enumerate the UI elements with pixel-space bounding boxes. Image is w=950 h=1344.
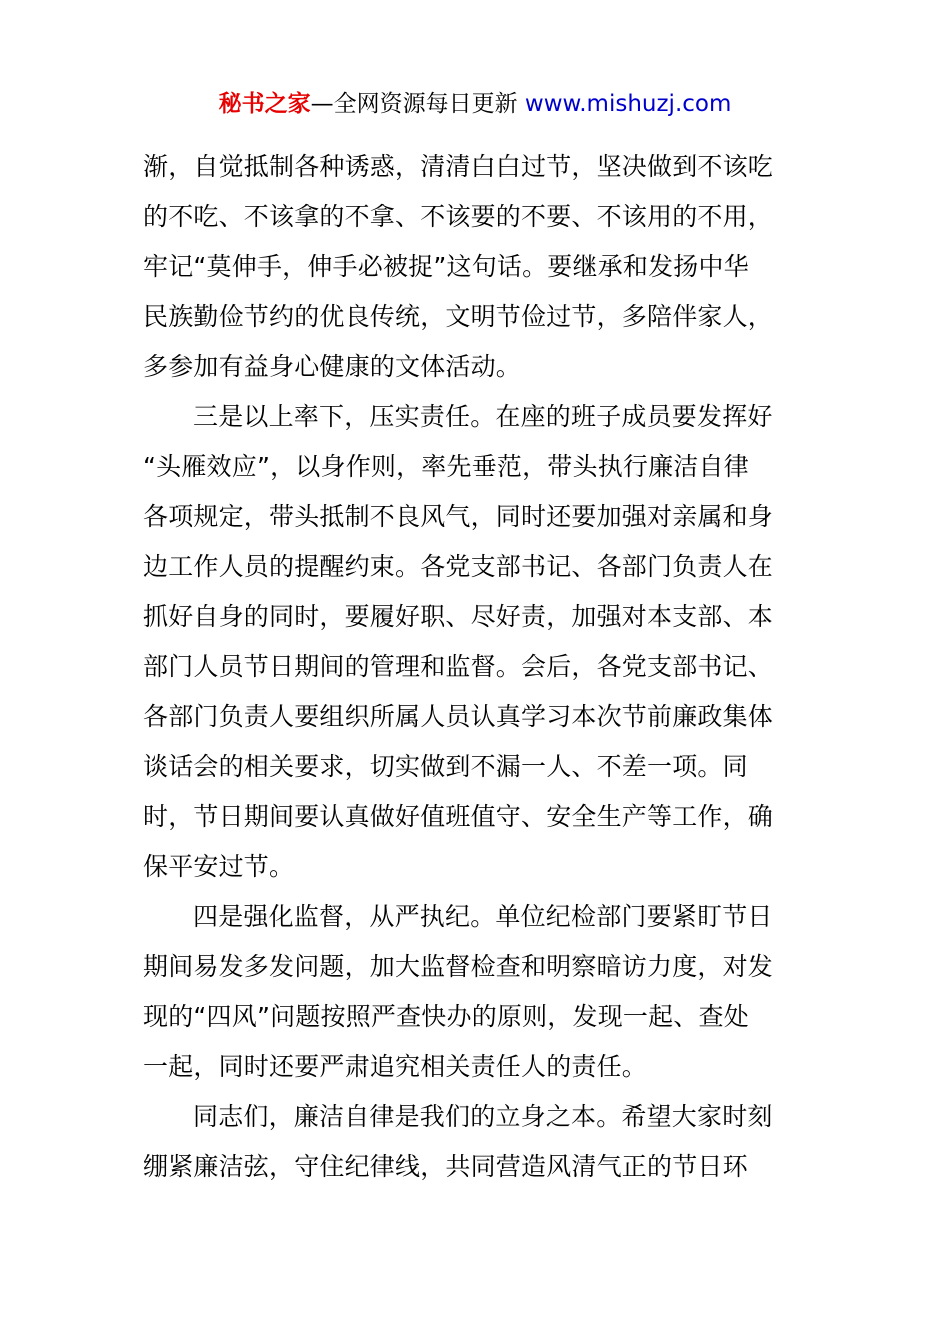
text-line: 部门人员节日期间的管理和监督。会后，各党支部书记、 — [143, 652, 774, 681]
text-line: 多参加有益身心健康的文体活动。 — [143, 352, 522, 381]
text-line: 边工作人员的提醒约束。各党支部书记、各部门负责人在 — [143, 552, 774, 581]
header-slogan: —全网资源每日更新 — [310, 91, 518, 117]
text-line: 各项规定，带头抵制不良风气，同时还要加强对亲属和身 — [143, 502, 774, 531]
text-line: 时，节日期间要认真做好值班值守、安全生产等工作，确 — [143, 802, 774, 831]
text-line: 牢记“莫伸手，伸手必被捉”这句话。要继承和发扬中华 — [143, 252, 749, 281]
text-line: 谈话会的相关要求，切实做到不漏一人、不差一项。同 — [143, 752, 748, 781]
site-url-link[interactable]: www.mishuzj.com — [524, 91, 732, 117]
paragraph-start-line: 三是以上率下，压实责任。在座的班子成员要发挥好 — [193, 402, 773, 431]
text-line: “头雁效应”，以身作则，率先垂范，带头执行廉洁自律 — [143, 452, 749, 481]
paragraph-start-line: 四是强化监督，从严执纪。单位纪检部门要紧盯节日 — [193, 902, 773, 931]
text-line: 的不吃、不该拿的不拿、不该要的不要、不该用的不用， — [143, 202, 774, 231]
text-line: 抓好自身的同时，要履好职、尽好责，加强对本支部、本 — [143, 602, 774, 631]
text-line: 期间易发多发问题，加大监督检查和明察暗访力度，对发 — [143, 952, 774, 981]
text-line: 渐，自觉抵制各种诱惑，清清白白过节，坚决做到不该吃 — [143, 152, 774, 181]
page-header — [0, 86, 950, 122]
text-line: 绷紧廉洁弦，守住纪律线，共同营造风清气正的节日环 — [143, 1152, 748, 1181]
paragraph-start-line: 同志们，廉洁自律是我们的立身之本。希望大家时刻 — [193, 1102, 773, 1131]
document-body — [143, 142, 807, 1192]
text-line: 民族勤俭节约的优良传统，文明节俭过节，多陪伴家人， — [143, 302, 774, 331]
text-line: 保平安过节。 — [143, 852, 295, 881]
brand-name: 秘书之家 — [218, 91, 311, 117]
text-line: 各部门负责人要组织所属人员认真学习本次节前廉政集体 — [143, 702, 774, 731]
text-line: 一起，同时还要严肃追究相关责任人的责任。 — [143, 1052, 648, 1081]
text-line: 现的“四风”问题按照严查快办的原则，发现一起、查处 — [143, 1002, 749, 1031]
